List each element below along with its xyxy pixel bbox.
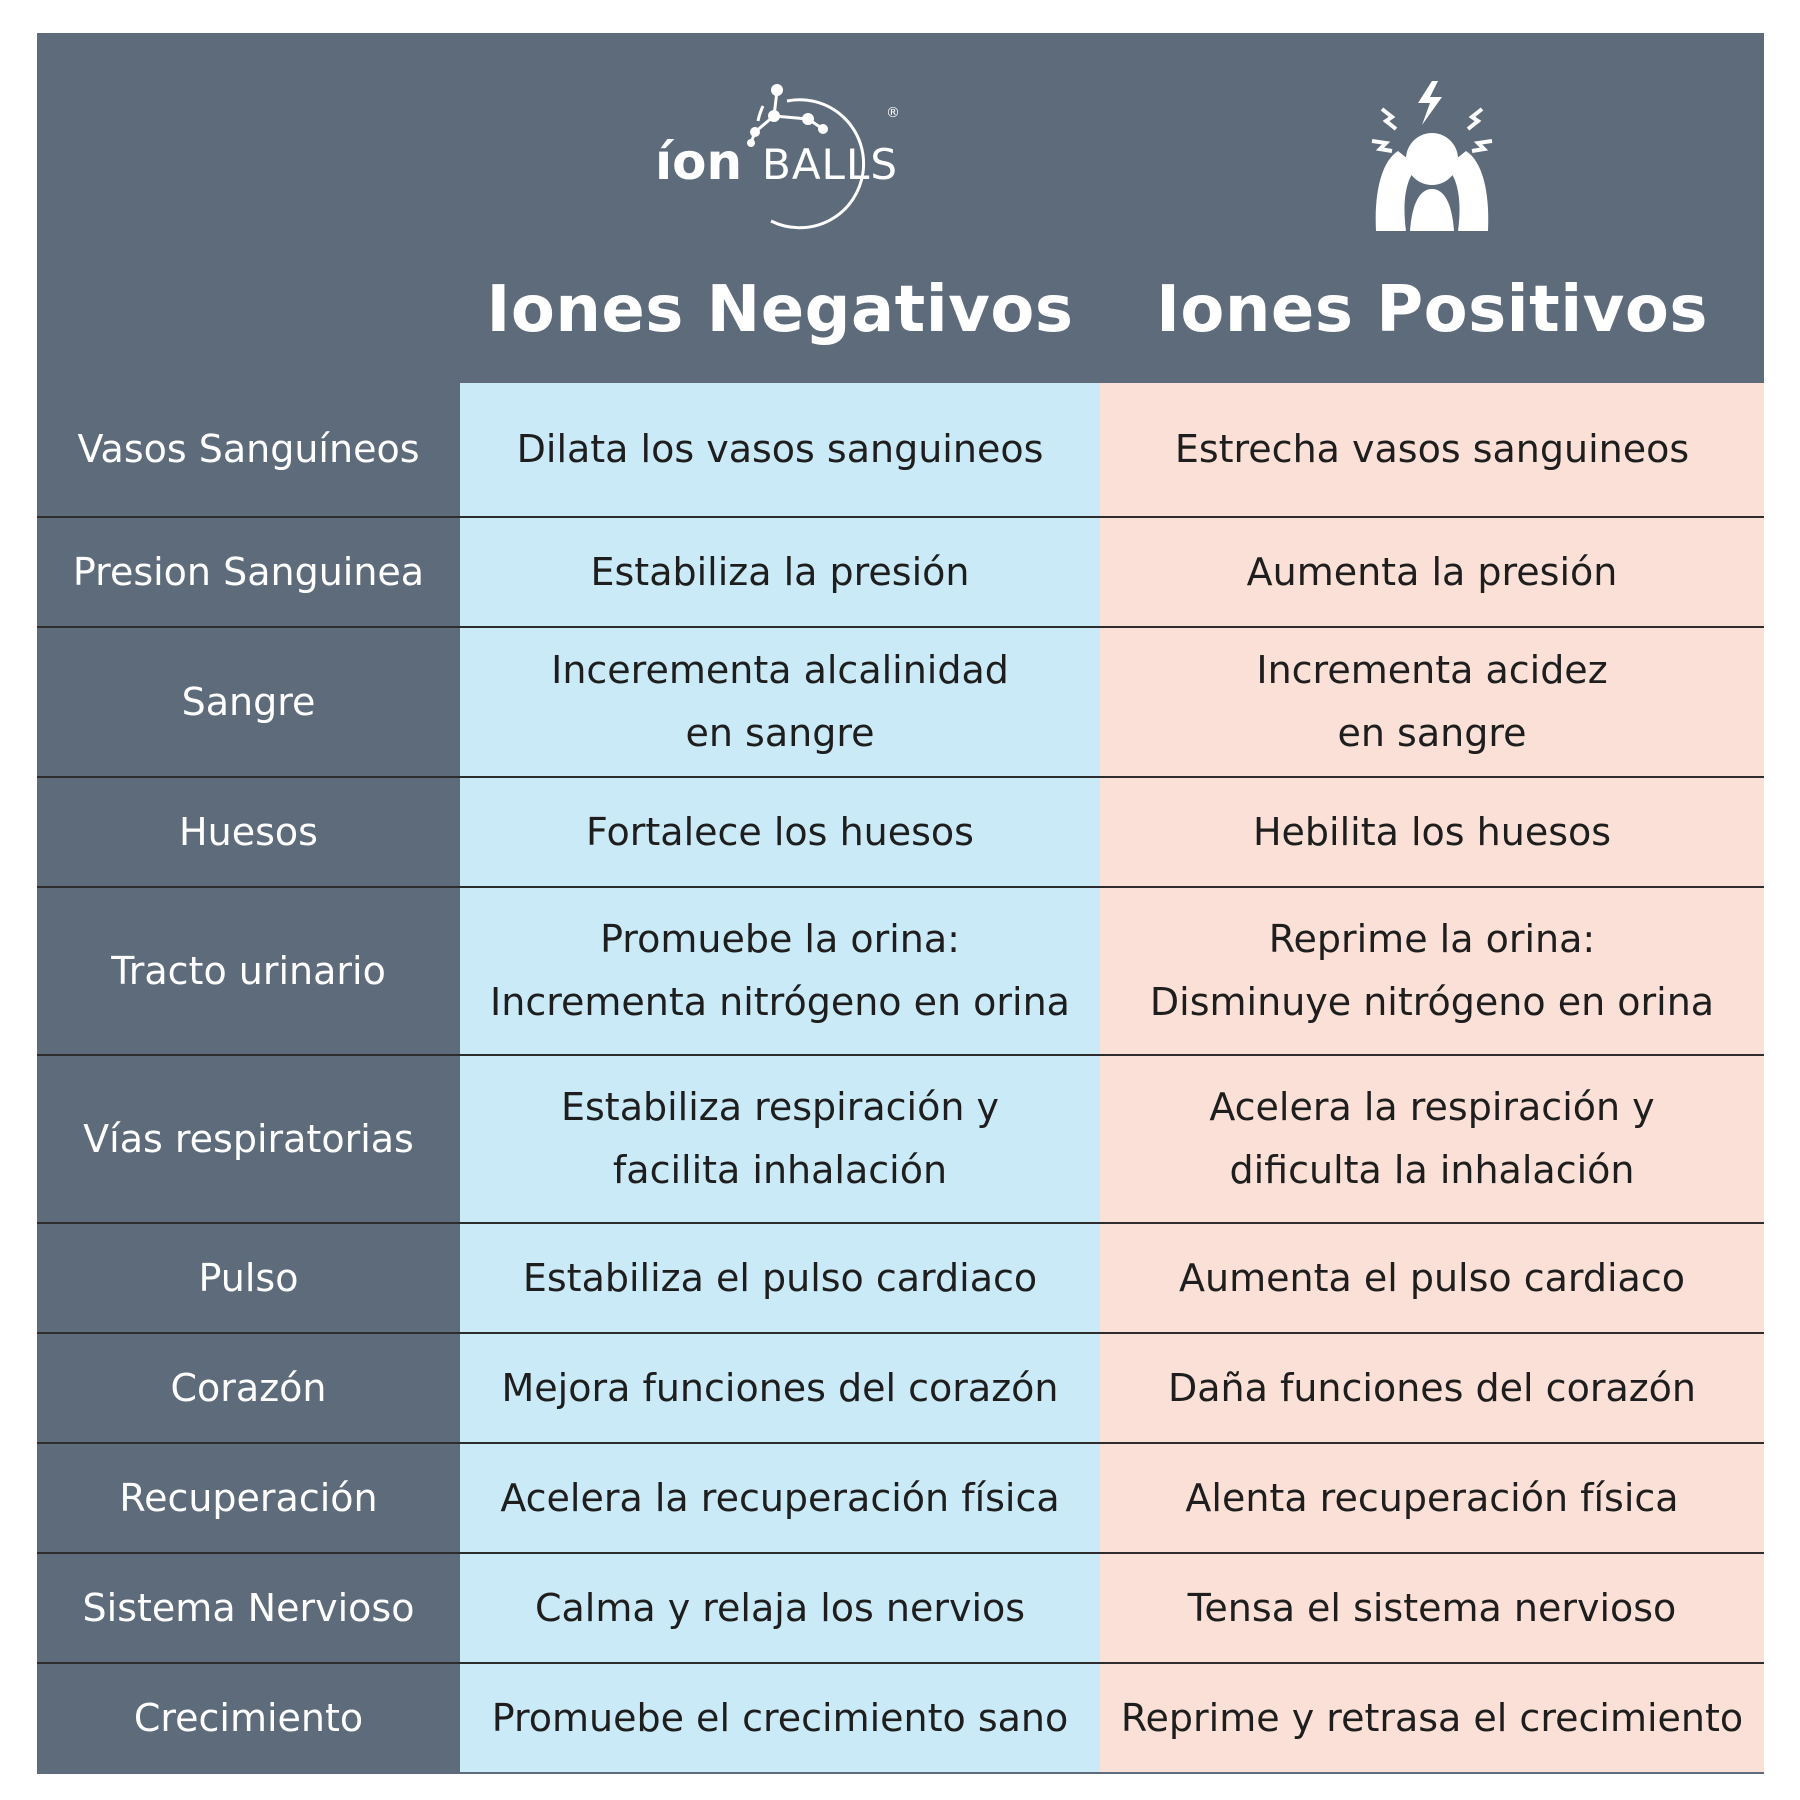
registered-mark: ® <box>886 105 900 121</box>
positive-cell: Reprime la orina: Disminuye nitrógeno en orina <box>1100 888 1764 1054</box>
negative-cell: Calma y relaja los nervios <box>460 1554 1100 1662</box>
positive-cell: Aumenta el pulso cardiaco <box>1100 1224 1764 1332</box>
negative-cell: Estabiliza la presión <box>460 518 1100 626</box>
comparison-table <box>37 33 1764 1774</box>
logo-text-bold: íon <box>655 133 743 191</box>
row-label: Crecimiento <box>37 1664 460 1772</box>
positive-cell: Aumenta la presión <box>1100 518 1764 626</box>
negative-cell: Promuebe el crecimiento sano <box>460 1664 1100 1772</box>
negative-cell: Acelera la recuperación física <box>460 1444 1100 1552</box>
row-label: Vasos Sanguíneos <box>37 383 460 516</box>
positive-cell: Hebilita los huesos <box>1100 778 1764 886</box>
negative-ions-header <box>460 33 1100 383</box>
table-row <box>37 1662 1764 1772</box>
row-label: Recuperación <box>37 1444 460 1552</box>
table-row <box>37 1222 1764 1332</box>
row-label: Huesos <box>37 778 460 886</box>
negative-cell: Mejora funciones del corazón <box>460 1334 1100 1442</box>
table-body <box>37 383 1764 1772</box>
headache-person-icon <box>1100 81 1764 281</box>
row-label: Pulso <box>37 1224 460 1332</box>
negative-cell: Incerementa alcalinidad en sangre <box>460 628 1100 776</box>
table-row <box>37 886 1764 1054</box>
negative-cell: Estabiliza el pulso cardiaco <box>460 1224 1100 1332</box>
ionballs-logo <box>460 81 1100 281</box>
table-row <box>37 1552 1764 1662</box>
negative-cell: Fortalece los huesos <box>460 778 1100 886</box>
table-row <box>37 516 1764 626</box>
positive-cell: Daña funciones del corazón <box>1100 1334 1764 1442</box>
positive-cell: Estrecha vasos sanguineos <box>1100 383 1764 516</box>
table-header <box>37 33 1764 383</box>
negative-cell: Estabiliza respiración y facilita inhalación <box>460 1056 1100 1222</box>
ionballs-logo-icon <box>650 81 910 251</box>
row-label: Vías respiratorias <box>37 1056 460 1222</box>
row-label: Tracto urinario <box>37 888 460 1054</box>
negative-ions-title: Iones Negativos <box>486 273 1074 347</box>
logo-text-light: BALLS <box>762 140 899 189</box>
table-row <box>37 383 1764 516</box>
positive-ions-title: Iones Positivos <box>1156 273 1708 347</box>
table-row <box>37 1054 1764 1222</box>
positive-cell: Incrementa acidez en sangre <box>1100 628 1764 776</box>
positive-cell: Alenta recuperación física <box>1100 1444 1764 1552</box>
positive-cell: Acelera la respiración y dificulta la inhalación <box>1100 1056 1764 1222</box>
row-label: Sistema Nervioso <box>37 1554 460 1662</box>
positive-ions-header <box>1100 33 1764 383</box>
table-row <box>37 1442 1764 1552</box>
row-label: Presion Sanguinea <box>37 518 460 626</box>
table-row <box>37 1332 1764 1442</box>
positive-cell: Tensa el sistema nervioso <box>1100 1554 1764 1662</box>
negative-cell: Promuebe la orina: Incrementa nitrógeno en orina <box>460 888 1100 1054</box>
table-row <box>37 776 1764 886</box>
headache-icon <box>1352 81 1512 251</box>
positive-cell: Reprime y retrasa el crecimiento <box>1100 1664 1764 1772</box>
row-label: Sangre <box>37 628 460 776</box>
row-label: Corazón <box>37 1334 460 1442</box>
table-row <box>37 626 1764 776</box>
negative-cell: Dilata los vasos sanguineos <box>460 383 1100 516</box>
